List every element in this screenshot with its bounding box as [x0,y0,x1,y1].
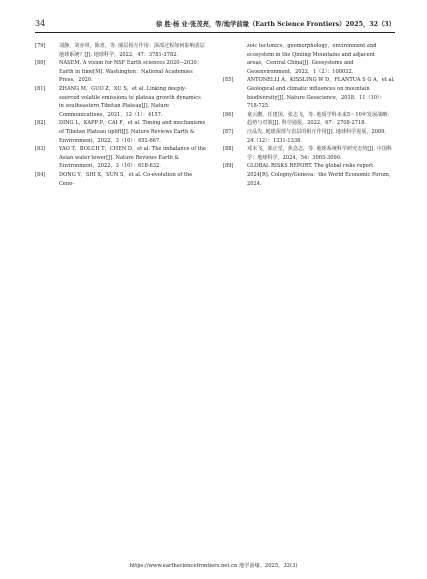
reference-item [223,162,395,188]
reference-text: 邓未飞，郭正堂，焦念志，等. 地球系统科学研究态势[J]. 中国科学：地球科学，2024，54：3065-3090. [247,146,392,161]
reference-number: [79] [35,43,46,49]
reference-text: GLOBAL RISKS REPORT. The global risks report 2024[R]. Cologny/Geneva：the World Economic Forum，2024. [247,163,394,187]
running-title: 徐 胜·杨 业·张茂亮，等/地学前缘（Earth Science Frontiers）2025，32（3） [156,21,395,28]
reference-item [223,128,395,145]
page-header [35,17,395,31]
reference-number: [87] [223,128,234,135]
reference-number: [86] [223,111,234,118]
reference-item [223,76,395,110]
reference-text: DONG Y，SHI X，SUN S，et al. Co-evolution of the Ceno- [59,171,193,187]
reference-item [35,119,207,145]
page-number: 34 [35,19,46,28]
reference-text: ANTONELLI A，KISSLING W D，FLANTUA S G A，et al. Geological and climatic influences on mountain biodiversity[J]. Nature Geoscience，2018，11（10）：718-725. [247,77,395,110]
references-right-column [223,42,395,188]
reference-text: DING L，KAPP P，CAI F，et al. Timing and mechanisms of Tibetan Plateau uplift[J]. Nature Reviews Earth & Environment，2022，3（10）：652-667. [59,120,206,144]
reference-number: [84] [35,171,46,178]
reference-item [35,59,207,85]
reference-text: NASEM. A vision for NSF Earth sciences 2020−2030：Earth in time[M]. Washington：National Academies Press，2020. [59,60,202,84]
reference-number: [83] [35,146,46,153]
reference-text: 童云鹏，任建国，张志飞，等. 地质学科未来5～10年发展战略：趋势与对策[J]. 科学通报，2022，67：2708-2718. [247,111,393,127]
reference-text: ZHANG M，GUO Z，XU S，et al. Linking deeply-sourced volatile emissions to plateau growth dynamics in southeastern Tibetan Plateau[J]. Nature Communications，2021，12（1）：4157. [59,85,201,118]
reference-item [35,85,207,119]
reference-item [35,171,207,188]
reference-number: [80] [35,60,46,67]
page-footer: https://www.earthsciencefrontiers.net.cn 地学前缘，2025，32(3) [129,563,298,569]
header-divider [35,32,395,33]
reference-item [35,42,207,59]
reference-number: [82] [35,120,46,127]
reference-number: [81] [35,85,46,92]
reference-item [223,145,395,162]
reference-item [223,111,395,128]
references-left-column [35,42,207,188]
reference-number: [85] [223,77,234,84]
reference-number: [88] [223,146,234,153]
reference-continuation: zoic tectonics，geomorphology，environment and ecosystem in the Qinling Mountains and adjacent areas，Central China[J]. Geosystems and Geoenvironment，2022，1（2）：100032. [247,43,377,75]
reference-text: 刘静，刘亦琪，陈喜，等. 圈层相互作用：深部过程如何影响表层地球系统？[J]. 地球科学，2022，47：3781-3782. [59,43,205,58]
reference-text: YAO T，BOLCH T，CHEN D，et al. The imbalance of the Asian water tower[J]. Nature Reviews Earth & Environment，2022，3（10）：618-632. [59,146,207,170]
reference-text: 汪品先. 地球深部与表层的相互作用[J]. 地球科学进展，2009，24（12）：1331-1338. [247,128,390,144]
reference-number: [89] [223,163,234,170]
reference-item [35,145,207,171]
